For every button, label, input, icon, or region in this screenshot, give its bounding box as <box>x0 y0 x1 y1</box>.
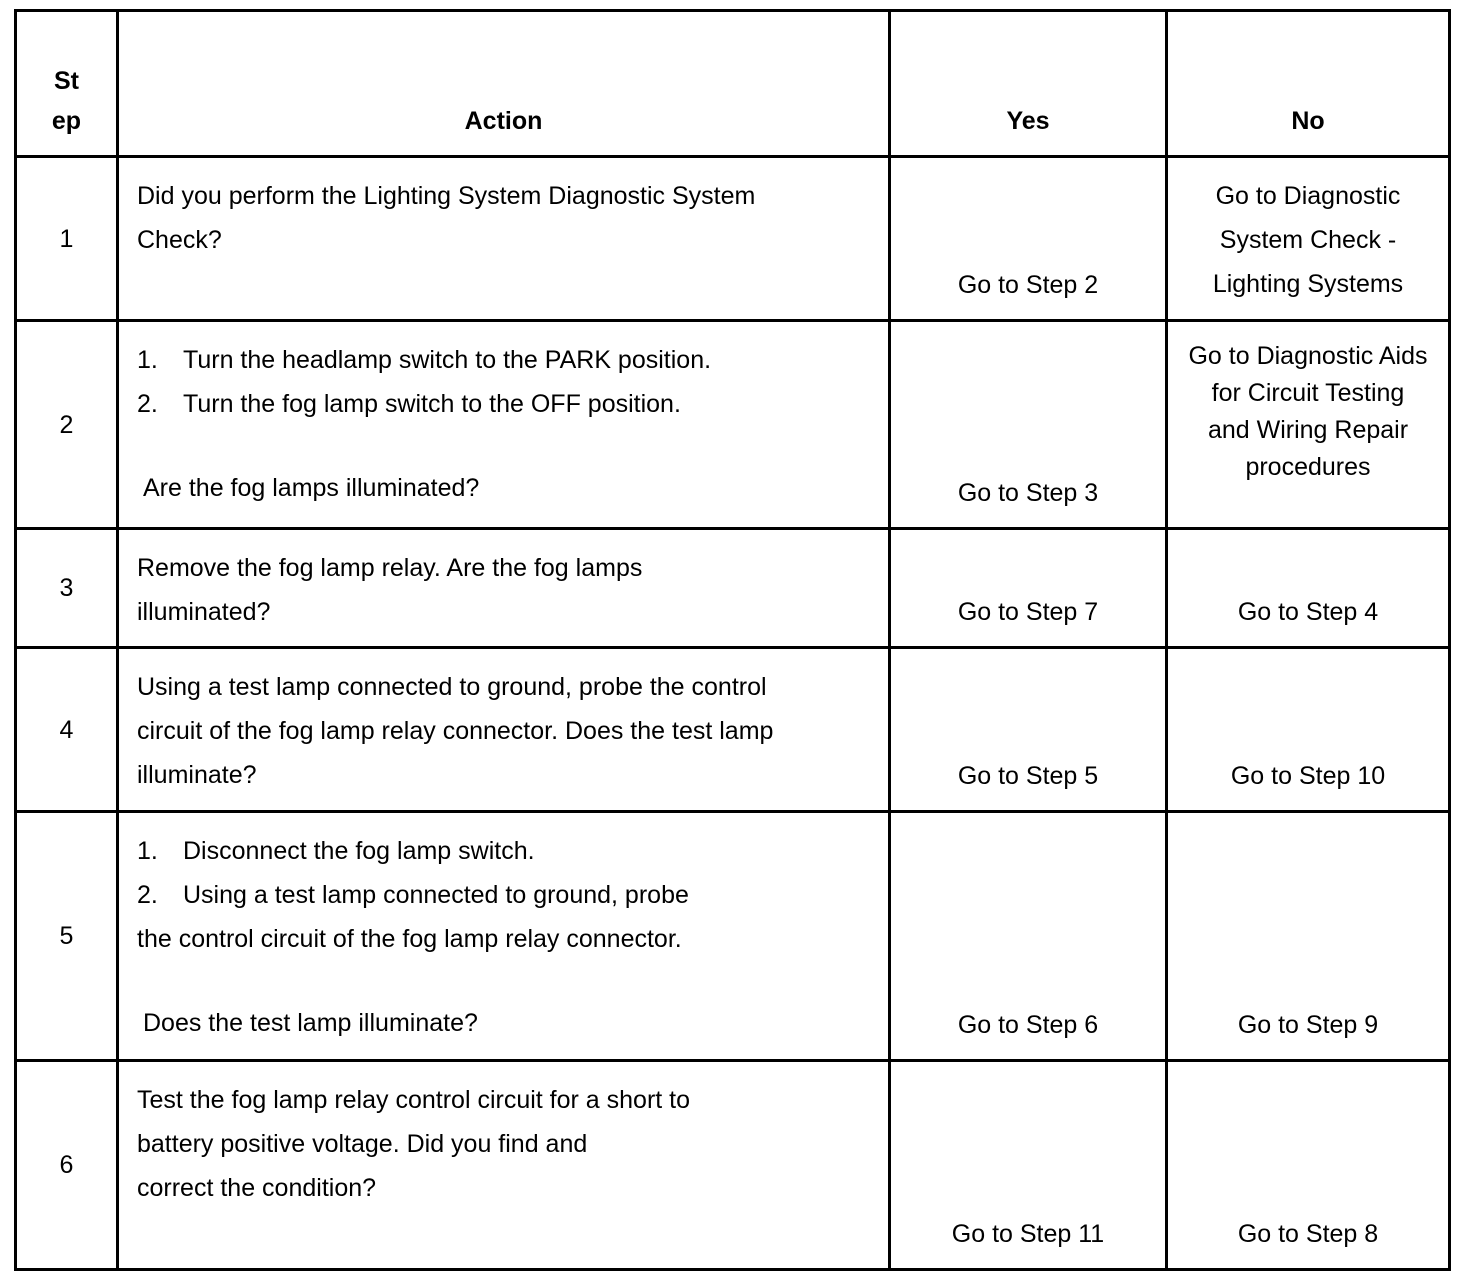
yes-result: Go to Step 7 <box>890 529 1167 648</box>
no-result: Go to Diagnostic Aids for Circuit Testing and Wiring Repair procedures <box>1167 321 1450 529</box>
no-result: Go to Step 4 <box>1167 529 1450 648</box>
step-number: 3 <box>16 529 118 648</box>
action-cell <box>118 1061 890 1270</box>
action-step: 2. Turn the fog lamp switch to the OFF position. <box>137 390 681 418</box>
action-line: correct the condition? <box>137 1174 377 1202</box>
action-cell <box>118 157 890 321</box>
table-header-row <box>16 11 1450 157</box>
action-continuation: the control circuit of the fog lamp relay connector. <box>137 925 682 953</box>
table-row <box>16 812 1450 1061</box>
header-action: Action <box>118 11 890 157</box>
action-text: Remove the fog lamp relay. Are the fog lamps illuminated? <box>137 554 643 626</box>
diagnostic-table-container <box>14 9 1451 1271</box>
table-row <box>16 529 1450 648</box>
header-no: No <box>1167 11 1450 157</box>
yes-result: Go to Step 2 <box>890 157 1167 321</box>
table-row <box>16 1061 1450 1270</box>
no-result: Go to Step 8 <box>1167 1061 1450 1270</box>
diagnostic-table <box>14 9 1451 1271</box>
action-step: 2. Using a test lamp connected to ground, probe <box>137 881 689 909</box>
header-yes: Yes <box>890 11 1167 157</box>
header-step: St ep <box>16 11 118 157</box>
no-result: Go to Step 10 <box>1167 648 1450 812</box>
action-line: Test the fog lamp relay control circuit for a short to <box>137 1086 691 1114</box>
step-number: 2 <box>16 321 118 529</box>
action-question: Are the fog lamps illuminated? <box>143 474 480 502</box>
no-result: Go to Diagnostic System Check - Lighting Systems <box>1167 157 1450 321</box>
action-line: battery positive voltage. Did you find and <box>137 1130 588 1158</box>
action-cell <box>118 321 890 529</box>
action-question: Does the test lamp illuminate? <box>143 1009 478 1037</box>
action-cell <box>118 529 890 648</box>
no-result: Go to Step 9 <box>1167 812 1450 1061</box>
action-text: Did you perform the Lighting System Diagnostic System Check? <box>137 182 756 254</box>
action-cell <box>118 812 890 1061</box>
step-number: 1 <box>16 157 118 321</box>
table-row <box>16 648 1450 812</box>
step-number: 6 <box>16 1061 118 1270</box>
action-steps-list <box>137 829 878 917</box>
step-number: 5 <box>16 812 118 1061</box>
action-cell <box>118 648 890 812</box>
action-text: Using a test lamp connected to ground, probe the control circuit of the fog lamp relay connector. Does the test lamp illuminate? <box>137 673 774 789</box>
step-number: 4 <box>16 648 118 812</box>
action-step: 1. Disconnect the fog lamp switch. <box>137 837 535 865</box>
yes-result: Go to Step 11 <box>890 1061 1167 1270</box>
action-step: 1. Turn the headlamp switch to the PARK position. <box>137 346 712 374</box>
table-row <box>16 157 1450 321</box>
table-row <box>16 321 1450 529</box>
yes-result: Go to Step 5 <box>890 648 1167 812</box>
action-steps-list <box>137 338 878 426</box>
yes-result: Go to Step 6 <box>890 812 1167 1061</box>
yes-result: Go to Step 3 <box>890 321 1167 529</box>
